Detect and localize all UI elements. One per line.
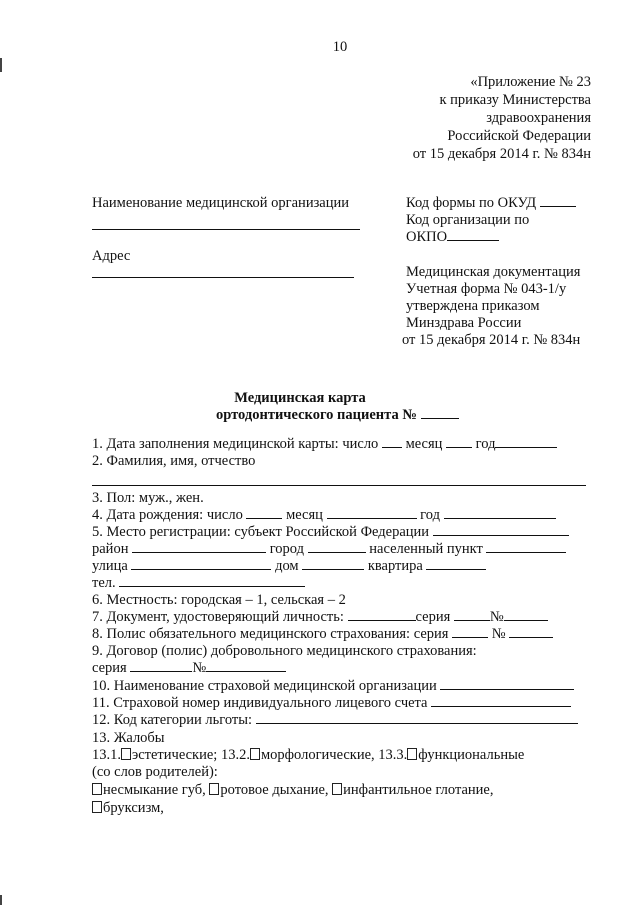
fill-month-field[interactable] <box>446 435 472 448</box>
functional-checkbox[interactable] <box>407 748 417 760</box>
dms-series-field[interactable] <box>130 659 192 672</box>
appendix-line-2: к приказу Министерства <box>439 92 591 108</box>
org-code-label: Код организации по <box>406 212 530 228</box>
oms-number-label: № <box>491 626 506 642</box>
field-9-series <box>92 659 286 677</box>
region-field[interactable] <box>433 523 569 536</box>
id-number-label: № <box>489 609 504 625</box>
parents-words-label: (со слов родителей): <box>92 764 218 780</box>
field-5-address <box>92 540 566 558</box>
birth-year-field[interactable] <box>444 506 556 519</box>
card-number-field[interactable] <box>421 406 459 419</box>
appendix-line-4: Российской Федерации <box>447 128 591 144</box>
okud-label: Код формы по ОКУД <box>406 195 537 211</box>
bruxism-label: бруксизм, <box>103 800 164 816</box>
birth-day-field[interactable] <box>246 506 282 519</box>
mouth-breathing-label: ротовое дыхание, <box>220 782 329 798</box>
scan-edge-mark <box>0 58 2 72</box>
complaint-1-number: 13.1. <box>92 747 121 763</box>
appendix-line-3: здравоохранения <box>486 110 591 126</box>
functional-label: функциональные <box>418 747 525 763</box>
field-4 <box>92 506 556 524</box>
complaint-options <box>92 781 494 799</box>
lip-incompetence-checkbox[interactable] <box>92 783 102 795</box>
insurer-field[interactable] <box>440 677 574 690</box>
street-label: улица <box>92 558 128 574</box>
complaints-types <box>92 746 524 764</box>
phone-field[interactable] <box>119 574 305 587</box>
apartment-label: квартира <box>367 558 423 574</box>
field-10 <box>92 677 574 695</box>
appendix-line-1: «Приложение № 23 <box>470 74 591 90</box>
okud-code <box>406 194 576 212</box>
title-text: ортодонтического пациента № <box>216 407 417 423</box>
appendix-line-5: от 15 декабря 2014 г. № 834н <box>412 146 591 162</box>
aesthetic-checkbox[interactable] <box>121 748 131 760</box>
mouth-breathing-checkbox[interactable] <box>209 783 219 795</box>
org-name-label: Наименование медицинской организации <box>92 195 350 211</box>
dms-number-field[interactable] <box>206 659 286 672</box>
fill-year-field[interactable] <box>495 435 557 448</box>
document-title-line-2 <box>216 406 459 424</box>
field-7 <box>92 608 548 626</box>
id-document-label: 7. Документ, удостоверяющий личность: <box>92 609 344 625</box>
district-field[interactable] <box>132 540 266 553</box>
oms-policy-label: 8. Полис обязательного медицинского страхования: серия <box>92 626 449 642</box>
address-line[interactable] <box>92 277 354 278</box>
fill-year-label: год <box>475 436 496 452</box>
locality-type: 6. Местность: городская – 1, сельская – 2 <box>92 592 346 608</box>
ministry-label: Минздрава России <box>406 315 522 331</box>
snils-field[interactable] <box>431 694 571 707</box>
apartment-field[interactable] <box>426 557 486 570</box>
birth-year-label: год <box>420 507 440 523</box>
address-label: Адрес <box>92 248 131 264</box>
infantile-swallowing-checkbox[interactable] <box>332 783 342 795</box>
oms-series-field[interactable] <box>452 625 488 638</box>
order-date: от 15 декабря 2014 г. № 834н <box>402 332 581 348</box>
locality-field[interactable] <box>486 540 566 553</box>
med-doc-label: Медицинская документация <box>406 264 581 280</box>
house-field[interactable] <box>302 557 364 570</box>
id-document-field[interactable] <box>348 608 416 621</box>
field-1 <box>92 435 557 453</box>
birth-month-field[interactable] <box>327 506 417 519</box>
birth-month-label: месяц <box>286 507 323 523</box>
sex-field: 3. Пол: муж., жен. <box>92 490 204 506</box>
field-12 <box>92 711 578 729</box>
city-label: город <box>269 541 305 557</box>
field-5-phone <box>92 574 305 592</box>
field-11 <box>92 694 571 712</box>
morphological-checkbox[interactable] <box>250 748 260 760</box>
city-field[interactable] <box>308 540 366 553</box>
okud-field[interactable] <box>540 194 576 207</box>
form-name: Учетная форма № 043-1/у <box>406 281 567 297</box>
house-label: дом <box>275 558 299 574</box>
id-series-field[interactable] <box>454 608 490 621</box>
complaints-label: 13. Жалобы <box>92 730 165 746</box>
insurer-label: 10. Наименование страховой медицинской организации <box>92 678 437 694</box>
id-series-label: серия <box>415 609 451 625</box>
lip-incompetence-label: несмыкание губ, <box>103 782 206 798</box>
okpo-field[interactable] <box>447 228 499 241</box>
page-number: 10 <box>332 39 348 55</box>
okpo-label: ОКПО <box>406 229 448 245</box>
okpo-code <box>406 228 499 246</box>
birth-date-label: 4. Дата рождения: число <box>92 507 243 523</box>
field-8 <box>92 625 553 643</box>
infantile-swallowing-label: инфантильное глотание, <box>343 782 494 798</box>
approved-label: утверждена приказом <box>406 298 540 314</box>
full-name-line[interactable] <box>92 485 586 486</box>
registration-label: 5. Место регистрации: субъект Российской Федерации <box>92 524 430 540</box>
street-field[interactable] <box>131 557 271 570</box>
oms-number-field[interactable] <box>509 625 553 638</box>
full-name-label: 2. Фамилия, имя, отчество <box>92 453 256 469</box>
bruxism-checkbox[interactable] <box>92 801 102 813</box>
field-5-street <box>92 557 486 575</box>
morphological-label: морфологические, 13.3. <box>260 747 408 763</box>
id-number-field[interactable] <box>504 608 548 621</box>
org-name-line[interactable] <box>92 229 360 230</box>
dms-contract-label: 9. Договор (полис) добровольного медицинского страхования: <box>92 643 477 659</box>
dms-number-label: № <box>192 660 207 676</box>
fill-month-label: месяц <box>405 436 443 452</box>
scan-edge-mark <box>0 895 2 905</box>
benefit-code-field[interactable] <box>256 711 578 724</box>
dms-series-label: серия <box>92 660 127 676</box>
snils-label: 11. Страховой номер индивидуального лицевого счета <box>92 695 428 711</box>
fill-date-label: 1. Дата заполнения медицинской карты: число <box>92 436 379 452</box>
aesthetic-label: эстетические; 13.2. <box>132 747 250 763</box>
field-5 <box>92 523 569 541</box>
bruxism-option <box>92 799 164 817</box>
document-title-line-1: Медицинская карта <box>234 390 366 406</box>
locality-label: населенный пункт <box>369 541 483 557</box>
phone-label: тел. <box>92 575 116 591</box>
district-label: район <box>92 541 129 557</box>
benefit-code-label: 12. Код категории льготы: <box>92 712 253 728</box>
fill-day-field[interactable] <box>382 435 402 448</box>
